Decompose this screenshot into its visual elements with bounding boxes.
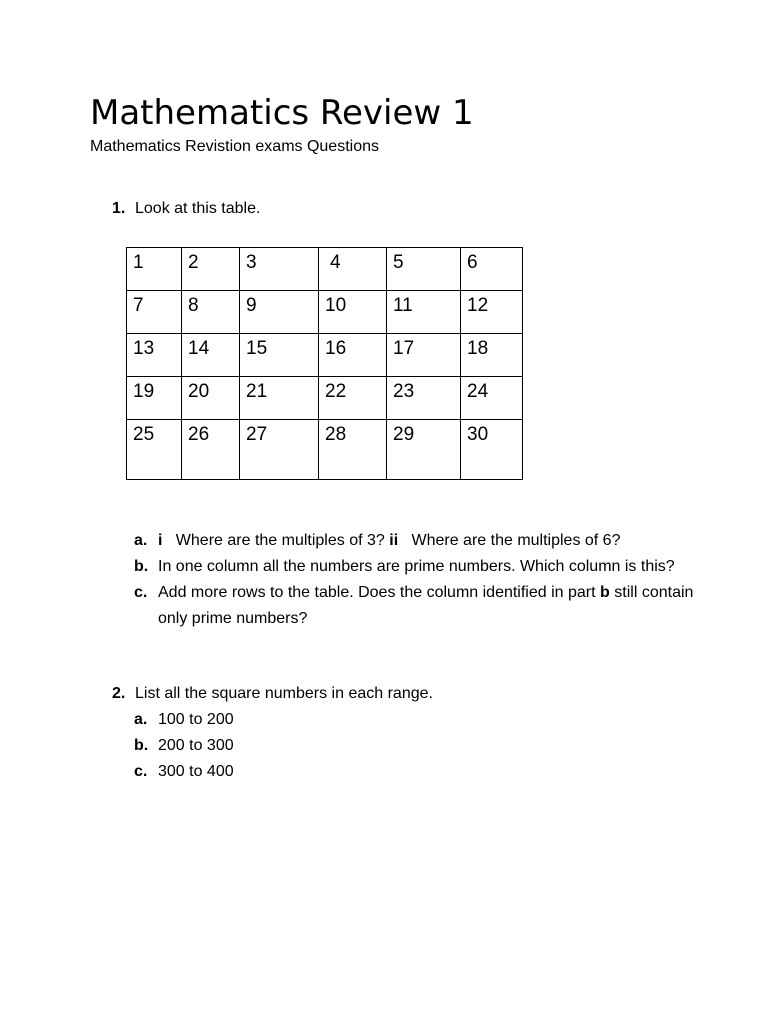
question-2 xyxy=(112,681,672,785)
table-cell: 14 xyxy=(182,334,240,377)
table-cell: 8 xyxy=(182,291,240,334)
list-item xyxy=(134,759,672,785)
table-cell: 12 xyxy=(461,291,523,334)
table-row xyxy=(127,291,523,334)
table-cell: 30 xyxy=(461,420,523,480)
part-letter: a. xyxy=(134,532,148,549)
table-cell: 1 xyxy=(127,248,182,291)
table-cell: 20 xyxy=(182,377,240,420)
table-cell: 26 xyxy=(182,420,240,480)
question-number: 2. xyxy=(112,685,126,702)
table-cell: 27 xyxy=(240,420,319,480)
part-c-text-after: still contain only prime numbers? xyxy=(158,584,694,627)
table-cell: 5 xyxy=(387,248,461,291)
table-cell: 3 xyxy=(240,248,319,291)
table-cell: 18 xyxy=(461,334,523,377)
table-cell: 25 xyxy=(127,420,182,480)
table-cell: 9 xyxy=(240,291,319,334)
part-letter: b. xyxy=(134,558,149,575)
part-letter: c. xyxy=(134,763,148,780)
table-cell: 2 xyxy=(182,248,240,291)
part-c-text-before: Add more rows to the table. Does the column identified in part xyxy=(158,584,596,601)
table-cell: 10 xyxy=(319,291,387,334)
table-cell: 19 xyxy=(127,377,182,420)
table-cell: 21 xyxy=(240,377,319,420)
question-1 xyxy=(112,198,260,220)
part-text: 300 to 400 xyxy=(158,763,234,780)
table-cell: 6 xyxy=(461,248,523,291)
table-cell: 24 xyxy=(461,377,523,420)
part-letter: a. xyxy=(134,711,148,728)
question-2-line xyxy=(112,681,672,707)
table-cell: 28 xyxy=(319,420,387,480)
question-1-parts xyxy=(134,528,694,632)
table-cell: 13 xyxy=(127,334,182,377)
part-text: 100 to 200 xyxy=(158,711,234,728)
part-a-i-text: Where are the multiples of 3? xyxy=(175,532,385,549)
part-a-i-label: i xyxy=(158,532,163,549)
table-cell: 17 xyxy=(387,334,461,377)
part-c xyxy=(134,580,694,632)
list-item xyxy=(134,733,672,759)
question-text: Look at this table. xyxy=(135,200,261,217)
table-cell: 22 xyxy=(319,377,387,420)
table-cell: 16 xyxy=(319,334,387,377)
part-letter: b. xyxy=(134,737,149,754)
table-cell: 15 xyxy=(240,334,319,377)
part-text: 200 to 300 xyxy=(158,737,234,754)
table-cell: 11 xyxy=(387,291,461,334)
list-item xyxy=(134,707,672,733)
table-cell: 29 xyxy=(387,420,461,480)
table-cell: 23 xyxy=(387,377,461,420)
part-a-ii-text: Where are the multiples of 6? xyxy=(411,532,621,549)
part-letter: c. xyxy=(134,584,148,601)
part-a-ii-label: ii xyxy=(389,532,399,549)
table-cell: 4 xyxy=(319,248,387,291)
part-b-text: In one column all the numbers are prime numbers. Which column is this? xyxy=(158,558,675,575)
part-c-bold-ref: b xyxy=(600,584,610,601)
question-text: List all the square numbers in each range. xyxy=(135,685,433,702)
part-a xyxy=(134,528,694,554)
document-subtitle: Mathematics Revistion exams Questions xyxy=(90,138,379,155)
table-row xyxy=(127,377,523,420)
table-cell: 7 xyxy=(127,291,182,334)
document-title: Mathematics Review 1 xyxy=(90,93,474,133)
table-row xyxy=(127,248,523,291)
part-b xyxy=(134,554,694,580)
table-row xyxy=(127,420,523,480)
table-row xyxy=(127,334,523,377)
question-number: 1. xyxy=(112,200,126,217)
number-table xyxy=(126,247,523,480)
